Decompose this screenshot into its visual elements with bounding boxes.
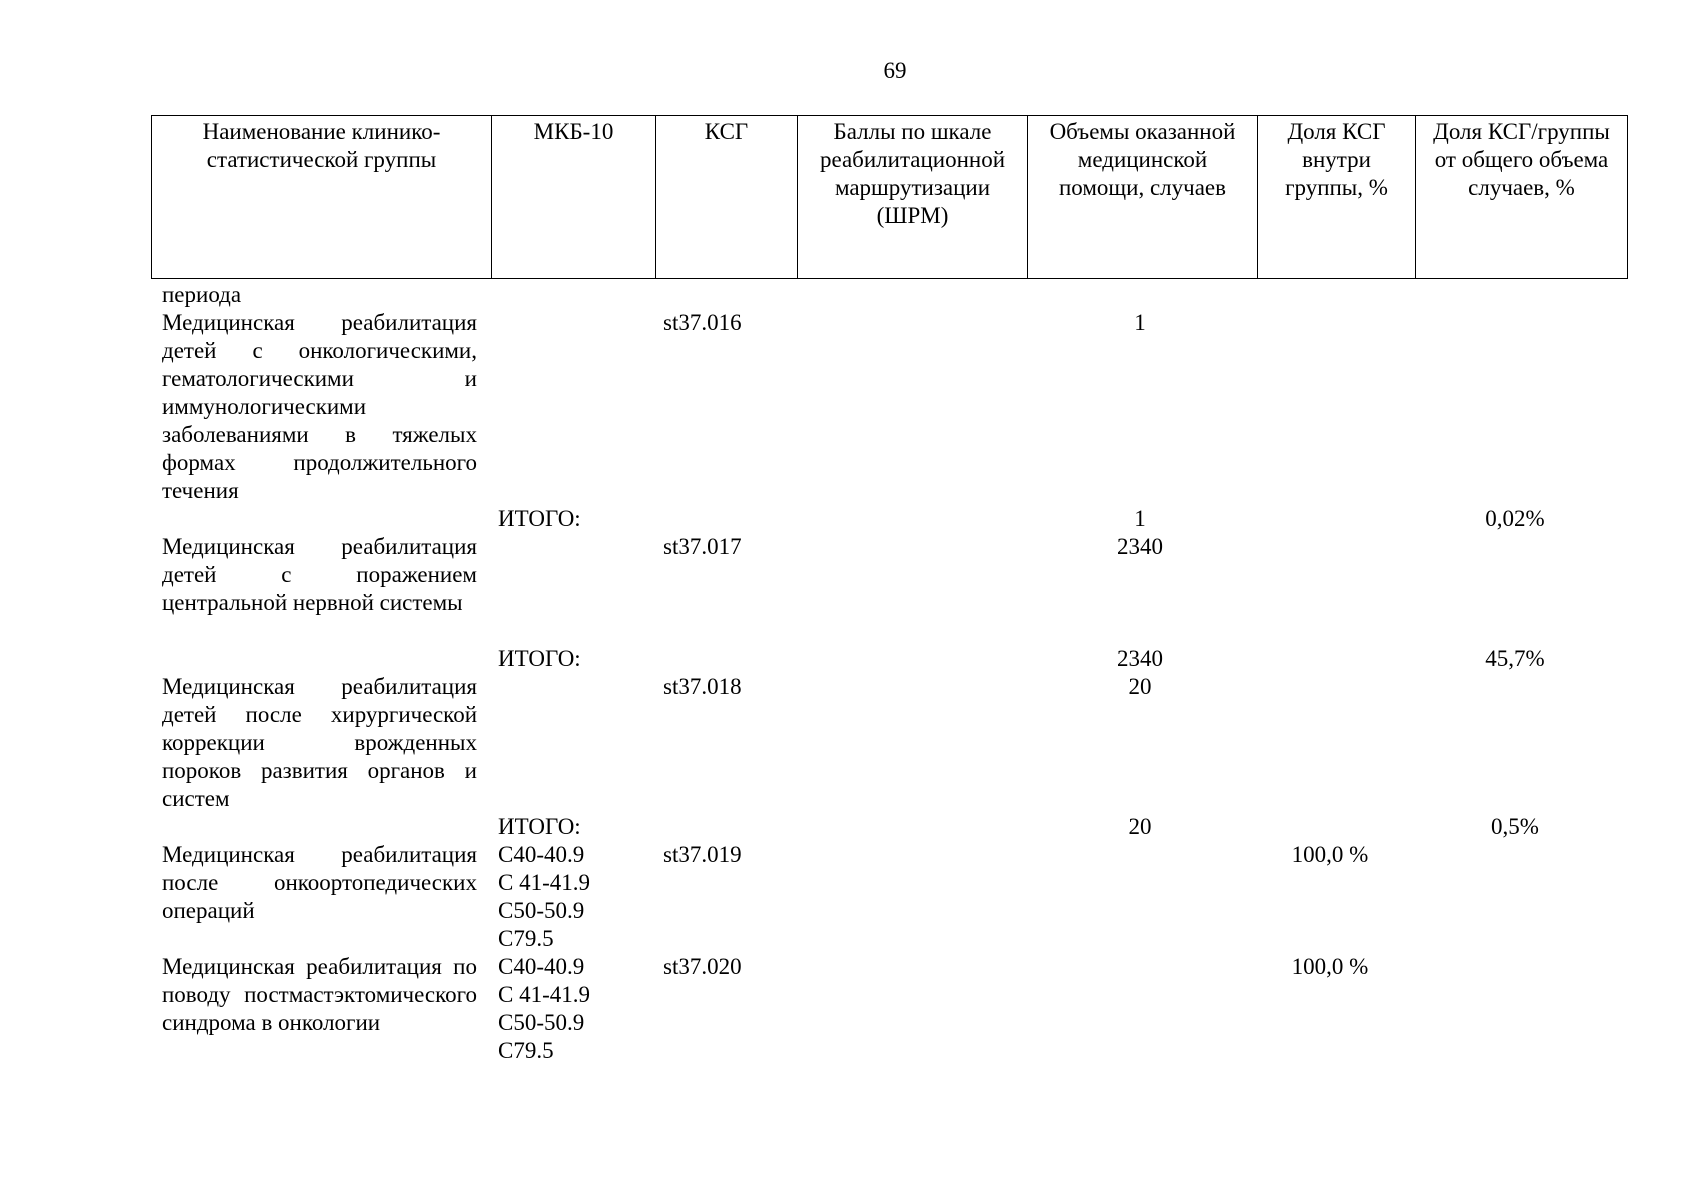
row-ksg: st37.019 bbox=[663, 842, 742, 867]
row-name: Медицинская реабилитация детей после хирургической коррекции врожденных пороков развития органов и систем bbox=[162, 674, 477, 811]
header-col-mkb: МКБ-10 bbox=[491, 116, 655, 278]
row-mkb-code: C79.5 bbox=[498, 926, 554, 951]
row-mkb-code: C40-40.9 bbox=[498, 842, 585, 867]
row-ksg: st37.020 bbox=[663, 954, 742, 979]
total-share: 0,5% bbox=[1491, 814, 1539, 839]
row-name: Медицинская реабилитация детей с поражением центральной нервной системы bbox=[162, 534, 477, 615]
header-col-name: Наименование клинико-статистической группы bbox=[202, 119, 441, 172]
row-name: Медицинская реабилитация после онкоортопедических операций bbox=[162, 842, 477, 923]
table-header bbox=[151, 115, 1628, 279]
total-volume: 2340 bbox=[1117, 646, 1163, 671]
header-col-volume: Объемы оказанной медицинской помощи, случаев bbox=[1027, 116, 1257, 278]
row-ksg: st37.018 bbox=[663, 674, 742, 699]
row-mkb-code: C79.5 bbox=[498, 1038, 554, 1063]
row-volume: 1 bbox=[1134, 310, 1146, 335]
row-ksg: st37.017 bbox=[663, 534, 742, 559]
row-mkb-code: C50-50.9 bbox=[498, 898, 585, 923]
header-col-share-total: Доля КСГ/группы от общего объема случаев, % bbox=[1415, 116, 1627, 278]
row-mkb-code: C50-50.9 bbox=[498, 1010, 585, 1035]
row-volume: 20 bbox=[1128, 674, 1152, 699]
page-number: 69 bbox=[883, 58, 907, 83]
row-share-group: 100,0 % bbox=[1291, 842, 1369, 867]
row-name: Медицинская реабилитация по поводу постмастэктомического синдрома в онкологии bbox=[162, 954, 477, 1035]
header-col-share-group: Доля КСГ внутри группы, % bbox=[1257, 116, 1415, 278]
row-volume: 2340 bbox=[1117, 534, 1163, 559]
total-label: ИТОГО: bbox=[498, 506, 581, 531]
row-name: периода bbox=[162, 282, 242, 307]
header-col-shrm: Баллы по шкале реабилитационной маршрутизации (ШРМ) bbox=[797, 116, 1027, 278]
row-ksg: st37.016 bbox=[663, 310, 742, 335]
total-volume: 1 bbox=[1134, 506, 1146, 531]
total-share: 45,7% bbox=[1485, 646, 1545, 671]
row-name: Медицинская реабилитация детей с онкологическими, гематологическими и иммунологическими заболеваниями в тяжелых формах продолжительного течения bbox=[162, 310, 477, 503]
total-volume: 20 bbox=[1128, 814, 1152, 839]
total-share: 0,02% bbox=[1485, 506, 1545, 531]
row-share-group: 100,0 % bbox=[1291, 954, 1369, 979]
row-mkb-code: C 41-41.9 bbox=[498, 982, 590, 1007]
total-label: ИТОГО: bbox=[498, 646, 581, 671]
total-label: ИТОГО: bbox=[498, 814, 581, 839]
row-mkb-code: C40-40.9 bbox=[498, 954, 585, 979]
row-mkb-code: C 41-41.9 bbox=[498, 870, 590, 895]
header-col-ksg: КСГ bbox=[655, 116, 797, 278]
